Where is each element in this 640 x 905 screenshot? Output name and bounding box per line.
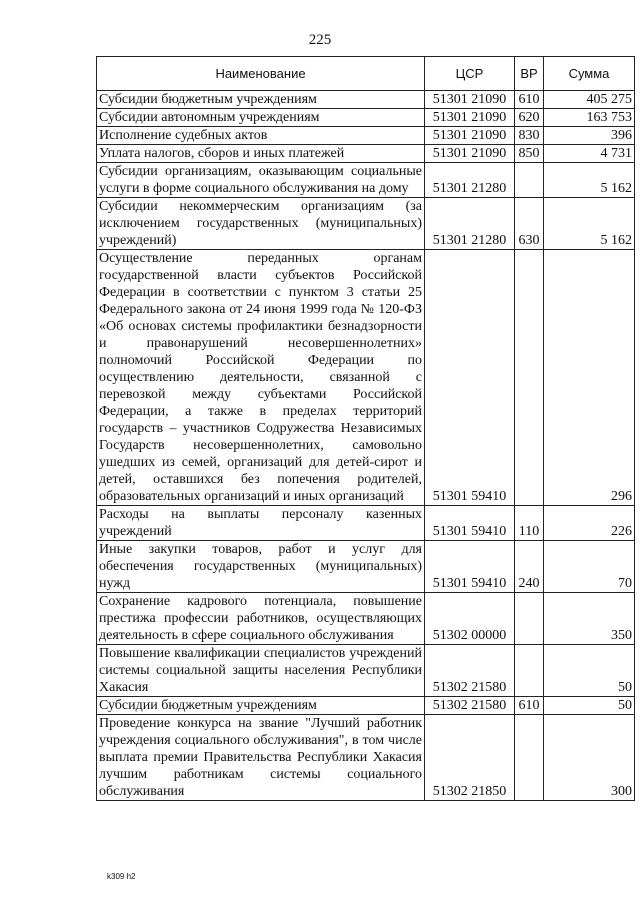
row-csr: 51301 59410: [425, 506, 515, 541]
row-sum: 70: [544, 541, 635, 593]
row-vr: 110: [515, 506, 544, 541]
table-row: [97, 593, 635, 645]
row-vr: 610: [515, 697, 544, 715]
row-csr: 51301 59410: [425, 541, 515, 593]
row-vr: [515, 645, 544, 697]
row-csr: 51301 21090: [425, 109, 515, 127]
table-row: [97, 91, 635, 109]
row-sum: 163 753: [544, 109, 635, 127]
row-csr: 51302 21580: [425, 645, 515, 697]
row-vr: 240: [515, 541, 544, 593]
row-vr: [515, 593, 544, 645]
row-vr: [515, 250, 544, 506]
row-sum: 300: [544, 715, 635, 801]
row-csr: 51301 59410: [425, 250, 515, 506]
budget-table: [96, 56, 635, 801]
row-sum: 5 162: [544, 163, 635, 198]
row-csr: 51302 00000: [425, 593, 515, 645]
row-name: Субсидии бюджетным учреждениям: [97, 697, 425, 715]
row-vr: 850: [515, 145, 544, 163]
row-name: Субсидии автономным учреждениям: [97, 109, 425, 127]
footer-code: k309 h2: [107, 872, 136, 881]
row-name: Осуществление переданных органам государственной власти субъектов Российской Федерации в соответствии с пунктом 3 статьи 25 Федерального закона от 24 июня 1999 года № 120-ФЗ «Об основах системы профилактики безнадзорности и правонарушений несовершеннолетних» полномочий Российской Федерации по осуществлению деятельности, связанной с перевозкой между субъектами Российской Федерации, а также в пределах территорий государств – участников Содружества Независимых Государств несовершеннолетних, самовольно ушедших из семей, организаций для детей-сирот и детей, оставшихся без попечения родителей, образовательных организаций и иных организаций: [97, 250, 425, 506]
row-sum: 5 162: [544, 198, 635, 250]
row-sum: 296: [544, 250, 635, 506]
row-sum: 396: [544, 127, 635, 145]
row-csr: 51302 21850: [425, 715, 515, 801]
row-name: Проведение конкурса на звание "Лучший работник учреждения социального обслуживания", в том числе выплата премии Правительства Республики Хакасия лучшим работникам системы социального обслуживания: [97, 715, 425, 801]
row-name: Иные закупки товаров, работ и услуг для обеспечения государственных (муниципальных) нужд: [97, 541, 425, 593]
row-name: Исполнение судебных актов: [97, 127, 425, 145]
table-row: [97, 541, 635, 593]
row-sum: 4 731: [544, 145, 635, 163]
header-sum: Сумма: [544, 57, 635, 91]
table-row: [97, 163, 635, 198]
table-row: [97, 697, 635, 715]
table-row: [97, 145, 635, 163]
row-sum: 350: [544, 593, 635, 645]
row-vr: [515, 715, 544, 801]
table-row: [97, 198, 635, 250]
row-csr: 51302 21580: [425, 697, 515, 715]
table-row: [97, 109, 635, 127]
table-row: [97, 645, 635, 697]
row-sum: 405 275: [544, 91, 635, 109]
row-sum: 226: [544, 506, 635, 541]
header-csr: ЦСР: [425, 57, 515, 91]
table-row: [97, 715, 635, 801]
row-name: Сохранение кадрового потенциала, повышение престижа профессии работников, осуществляющих деятельность в сфере социального обслуживания: [97, 593, 425, 645]
header-name: Наименование: [97, 57, 425, 91]
row-vr: 620: [515, 109, 544, 127]
row-name: Субсидии некоммерческим организациям (за исключением государственных (муниципальных) учреждений): [97, 198, 425, 250]
row-csr: 51301 21090: [425, 145, 515, 163]
row-csr: 51301 21280: [425, 163, 515, 198]
table-row: [97, 127, 635, 145]
row-name: Субсидии бюджетным учреждениям: [97, 91, 425, 109]
page-number: 225: [308, 32, 332, 48]
table-row: [97, 250, 635, 506]
row-name: Уплата налогов, сборов и иных платежей: [97, 145, 425, 163]
row-name: Расходы на выплаты персоналу казенных учреждений: [97, 506, 425, 541]
table-row: [97, 506, 635, 541]
row-csr: 51301 21280: [425, 198, 515, 250]
row-name: Повышение квалификации специалистов учреждений системы социальной защиты населения Республики Хакасия: [97, 645, 425, 697]
row-vr: 610: [515, 91, 544, 109]
row-vr: 830: [515, 127, 544, 145]
header-row: [97, 57, 635, 91]
row-vr: 630: [515, 198, 544, 250]
header-vr: ВР: [515, 57, 544, 91]
row-csr: 51301 21090: [425, 91, 515, 109]
row-csr: 51301 21090: [425, 127, 515, 145]
row-sum: 50: [544, 645, 635, 697]
row-name: Субсидии организациям, оказывающим социальные услуги в форме социального обслуживания на дому: [97, 163, 425, 198]
row-vr: [515, 163, 544, 198]
row-sum: 50: [544, 697, 635, 715]
